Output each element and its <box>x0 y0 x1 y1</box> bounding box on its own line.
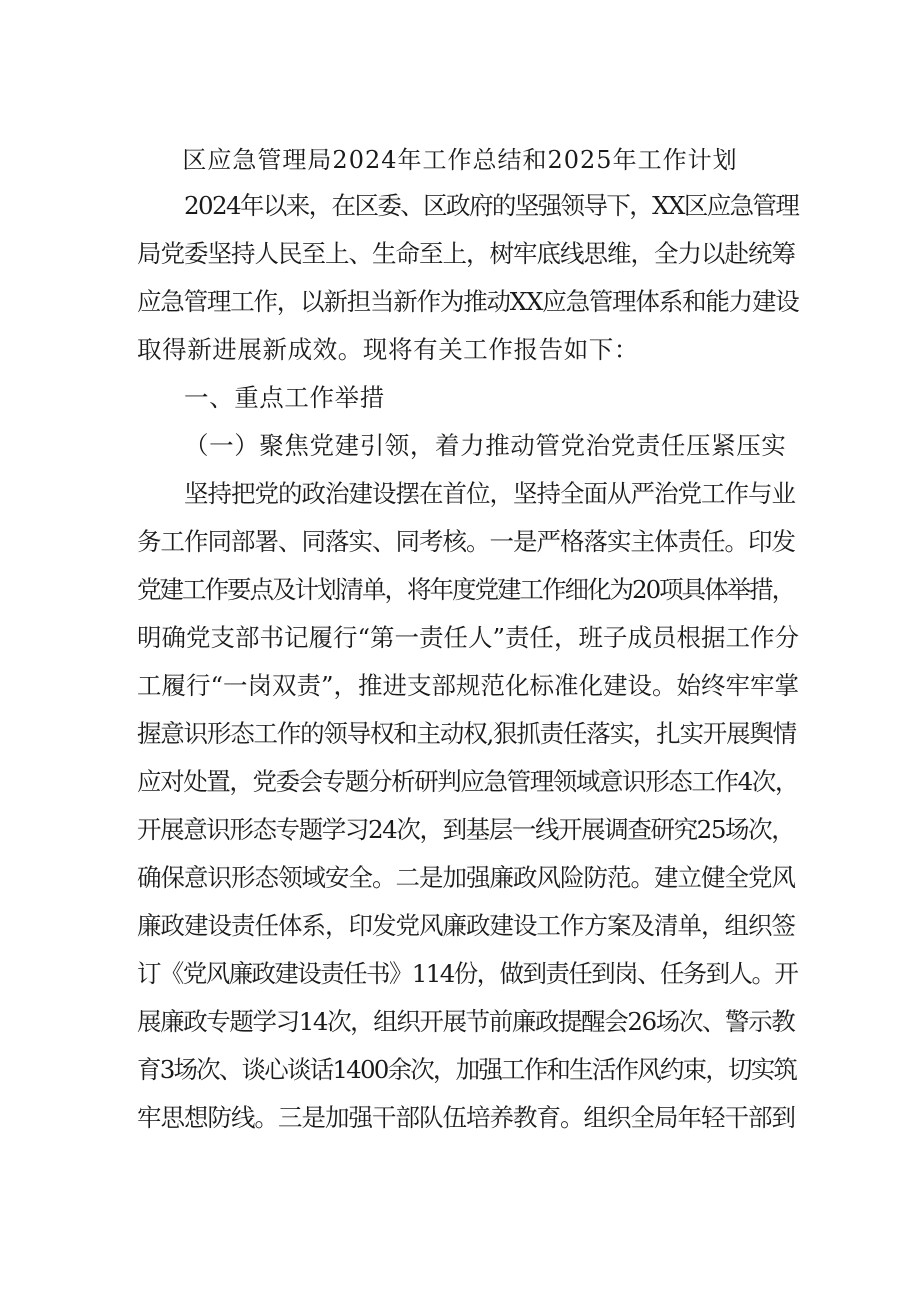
paragraph-line: 取得新进展新成效。现将有关工作报告如下： <box>137 335 639 364</box>
paragraph-line: 应对处置，党委会专题分析研判应急管理领域意识形态工作4次， <box>137 767 798 796</box>
paragraph-line: 工履行“一岗双责”，推进支部规范化标准化建设。始终牢牢掌 <box>137 671 800 700</box>
paragraph-line: 展廉政专题学习14次，组织开展节前廉政提醒会26场次、警示教 <box>137 1007 795 1036</box>
paragraph-line: 开展意识形态专题学习24次，到基层一线开展调查研究25场次， <box>137 815 795 844</box>
paragraph-line: 廉政建设责任体系，印发党风廉政建设工作方案及清单，组织签 <box>137 911 795 940</box>
document-title: 区应急管理局2024年工作总结和2025年工作计划 <box>182 146 738 174</box>
paragraph-line: 2024年以来，在区委、区政府的坚强领导下，XX区应急管理 <box>184 191 799 220</box>
paragraph-line: 党建工作要点及计划清单，将年度党建工作细化为20项具体举措， <box>137 575 795 604</box>
paragraph-line: 育3场次、谈心谈话1400余次，加强工作和生活作风约束，切实筑 <box>137 1055 797 1084</box>
paragraph-line: 局党委坚持人民至上、生命至上，树牢底线思维，全力以赴统筹 <box>137 239 795 268</box>
paragraph-line: 握意识形态工作的领导权和主动权,狠抓责任落实，扎实开展舆情 <box>137 719 796 748</box>
paragraph-line: 牢思想防线。三是加强干部队伍培养教育。组织全局年轻干部到 <box>137 1103 795 1132</box>
paragraph-line: 坚持把党的政治建设摆在首位，坚持全面从严治党工作与业 <box>184 479 795 508</box>
paragraph-line: 确保意识形态领域安全。二是加强廉政风险防范。建立健全党风 <box>137 863 795 892</box>
paragraph-line: 明确党支部书记履行“第一责任人”责任，班子成员根据工作分 <box>137 623 800 652</box>
paragraph-line: 订《党风廉政建设责任书》114份，做到责任到岗、任务到人。开 <box>137 959 798 988</box>
paragraph-line: 务工作同部署、同落实、同考核。一是严格落实主体责任。印发 <box>137 527 795 556</box>
section-heading: 一、重点工作举措 <box>184 383 385 412</box>
paragraph-line: 应急管理工作，以新担当新作为推动XX应急管理体系和能力建设 <box>137 287 799 316</box>
subsection-heading: （一）聚焦党建引领，着力推动管党治党责任压紧压实 <box>184 431 787 460</box>
